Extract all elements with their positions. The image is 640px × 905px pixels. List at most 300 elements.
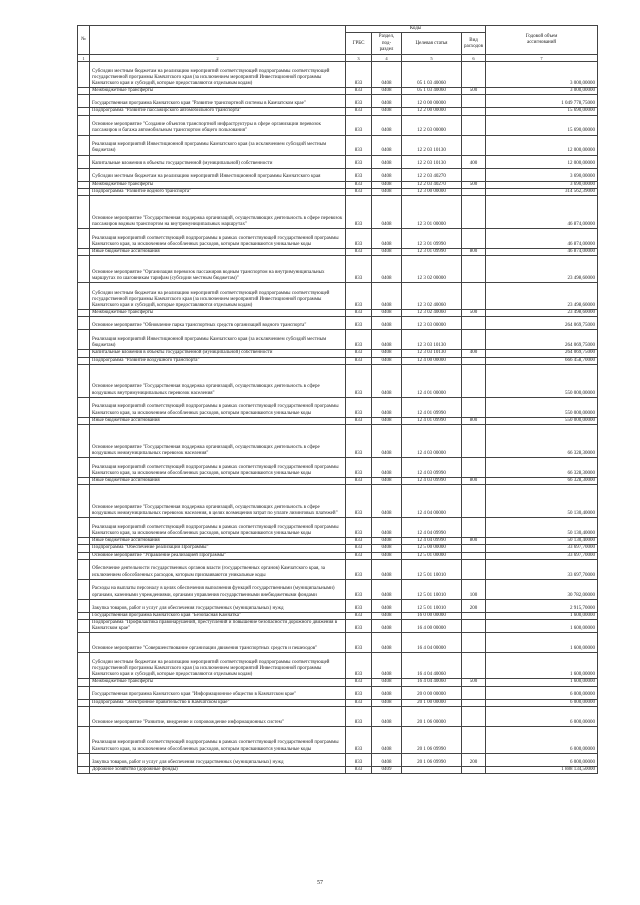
row-sum-cell: 15 690,00000 [486,115,598,135]
table-row [78,188,598,195]
row-grbs-cell: 833 [346,95,372,108]
row-expense-type-cell: 800 [462,478,486,485]
col-num: 4 [372,55,402,62]
row-grbs-cell: 833 [346,310,372,317]
row-section-cell: 0408 [372,545,402,552]
header-name [90,26,346,55]
row-sum-cell: 264 069,75000 [486,350,598,357]
row-grbs-cell: 833 [346,478,372,485]
row-sum-cell: 12 000,00000 [486,135,598,155]
row-name-cell: Подпрограмма "Развитие воздушного транспорта" [90,357,346,364]
row-number-cell [78,485,90,518]
row-section-cell: 0408 [372,458,402,478]
row-grbs-cell: 833 [346,425,372,458]
row-expense-type-cell [462,518,486,538]
row-section-cell: 0408 [372,115,402,135]
row-target-cell: 12 2 00 00000 [402,108,462,115]
row-grbs-cell: 833 [346,62,372,88]
row-section-cell: 0408 [372,612,402,619]
row-target-cell: 12 3 03 10130 [402,350,462,357]
row-grbs-cell: 833 [346,155,372,168]
row-section-cell: 0408 [372,181,402,188]
row-expense-type-cell: 400 [462,155,486,168]
row-target-cell: 20 1 06 09990 [402,753,462,766]
row-sum-cell: 1 600,00000 [486,612,598,619]
row-target-cell: 16 4 04 40060 [402,653,462,679]
row-section-cell: 0408 [372,686,402,699]
row-number-cell [78,538,90,545]
table-row [78,458,598,478]
row-number-cell [78,753,90,766]
row-number-cell [78,364,90,397]
row-number-cell [78,115,90,135]
table-row [78,726,598,753]
row-number-cell [78,633,90,653]
row-sum-cell: 3 000,00000 [486,88,598,95]
row-section-cell: 0408 [372,706,402,726]
row-expense-type-cell [462,168,486,181]
row-section-cell: 0408 [372,699,402,706]
row-grbs-cell: 833 [346,552,372,559]
budget-table-sheet [77,25,597,774]
row-sum-cell: 50 130,40000 [486,485,598,518]
row-grbs-cell: 833 [346,135,372,155]
table-row [78,357,598,364]
row-grbs-cell: 833 [346,283,372,310]
table-row [78,350,598,357]
page-number: 57 [317,880,323,886]
row-sum-cell: 46 874,00000 [486,196,598,229]
row-grbs-cell: 833 [346,181,372,188]
row-target-cell: 20 1 06 00000 [402,706,462,726]
table-row [78,538,598,545]
row-sum-cell: 6 000,00000 [486,706,598,726]
row-sum-cell: 23 498,60000 [486,283,598,310]
table-row [78,95,598,108]
row-expense-type-cell: 500 [462,310,486,317]
row-expense-type-cell [462,135,486,155]
header-expense-type: Вид расходов [462,33,486,55]
row-grbs-cell: 833 [346,686,372,699]
row-sum-cell: 1 600,00000 [486,653,598,679]
row-target-cell: 12 3 01 09990 [402,249,462,256]
row-number-cell [78,229,90,249]
row-number-cell [78,458,90,478]
row-target-cell: 12 4 00 00000 [402,357,462,364]
row-section-cell: 0408 [372,397,402,417]
row-name-cell: Расходы на выплаты персоналу в целях обеспечения выполнения функций государственными (муниципальными) органами, казенными учреждениями, органами управления государственными внебюджетными фондами [90,579,346,599]
table-row [78,108,598,115]
row-target-cell: 12 4 01 00000 [402,364,462,397]
row-target-cell: 12 5 00 00000 [402,545,462,552]
row-target-cell: 12 4 04 00000 [402,485,462,518]
row-grbs-cell: 833 [346,417,372,424]
row-grbs-cell: 833 [346,620,372,633]
row-number-cell [78,310,90,317]
header-number: № [78,26,90,55]
row-sum-cell: 33 697,70000 [486,559,598,579]
row-name-cell: Основное мероприятие "Организация перевозок пассажиров водным транспортом на внутримуниципальных маршрутах по шаговникам тарифам (субсидии местным бюджетам)" [90,256,346,283]
table-row [78,633,598,653]
row-section-cell: 0409 [372,766,402,773]
table-row [78,283,598,310]
row-number-cell [78,256,90,283]
row-section-cell: 0408 [372,620,402,633]
row-grbs-cell: 833 [346,559,372,579]
column-number-row [78,55,598,62]
table-row [78,310,598,317]
row-expense-type-cell [462,115,486,135]
row-section-cell: 0408 [372,317,402,330]
row-number-cell [78,188,90,195]
row-name-cell: Основное мероприятие "Обновление парка транспортных средств организаций водного транспорта" [90,317,346,330]
row-sum-cell: 33 697,70000 [486,552,598,559]
row-grbs-cell: 833 [346,115,372,135]
row-target-cell: 12 3 02 00000 [402,256,462,283]
row-sum-cell: 6 000,00000 [486,753,598,766]
row-section-cell: 0408 [372,518,402,538]
row-grbs-cell: 833 [346,485,372,518]
row-number-cell [78,552,90,559]
row-number-cell [78,679,90,686]
row-target-cell: 12 2 03 10130 [402,155,462,168]
row-section-cell: 0408 [372,552,402,559]
row-grbs-cell: 833 [346,679,372,686]
row-expense-type-cell: 800 [462,417,486,424]
row-name-cell: Реализация мероприятий Инвестиционной программы Камчатского края (за исключением субсидий местным бюджетам) [90,135,346,155]
row-expense-type-cell: 500 [462,181,486,188]
col-num: 2 [90,55,346,62]
row-target-cell: 20 1 06 09990 [402,726,462,753]
row-name-cell: Реализация мероприятий соответствующей подпрограммы в рамках соответствующей государственной программы Камчатского края, за исключением обособленных расходов, которым присваиваются уникальные коды [90,518,346,538]
row-sum-cell: 33 697,70000 [486,545,598,552]
col-num: 3 [346,55,372,62]
row-grbs-cell: 833 [346,317,372,330]
row-name-cell: Межбюджетные трансферты [90,310,346,317]
row-expense-type-cell [462,283,486,310]
table-row [78,425,598,458]
row-section-cell: 0408 [372,256,402,283]
row-target-cell: 12 5 01 10010 [402,599,462,612]
row-target-cell: 16 0 00 00000 [402,612,462,619]
row-expense-type-cell [462,612,486,619]
row-expense-type-cell [462,726,486,753]
row-target-cell: 12 3 03 00000 [402,317,462,330]
row-target-cell: 12 5 01 00000 [402,552,462,559]
row-grbs-cell: 833 [346,753,372,766]
row-sum-cell: 6 000,00000 [486,686,598,699]
row-grbs-cell: 833 [346,599,372,612]
row-grbs-cell: 833 [346,350,372,357]
row-number-cell [78,155,90,168]
row-expense-type-cell [462,458,486,478]
row-target-cell: 12 3 03 10130 [402,330,462,350]
row-expense-type-cell [462,397,486,417]
row-grbs-cell: 833 [346,612,372,619]
table-row [78,706,598,726]
row-sum-cell: 3 000,00000 [486,62,598,88]
row-number-cell [78,417,90,424]
row-number-cell [78,766,90,773]
row-target-cell: 12 4 03 09990 [402,478,462,485]
row-target-cell: 20 0 00 00000 [402,686,462,699]
table-row [78,686,598,699]
row-target-cell: 12 4 04 09990 [402,518,462,538]
row-target-cell: 12 4 03 00000 [402,425,462,458]
row-section-cell: 0408 [372,579,402,599]
row-name-cell: Реализация мероприятий соответствующей подпрограммы в рамках соответствующей государственной программы Камчатского края, за исключением обособленных расходов, которым присваиваются уникальные коды [90,397,346,417]
row-grbs-cell: 833 [346,538,372,545]
row-expense-type-cell [462,229,486,249]
row-section-cell: 0408 [372,108,402,115]
budget-table [77,25,598,774]
row-number-cell [78,478,90,485]
row-expense-type-cell [462,633,486,653]
col-num: 7 [486,55,598,62]
row-sum-cell: 50 130,40000 [486,538,598,545]
row-sum-cell: 550 000,00000 [486,417,598,424]
row-section-cell: 0408 [372,425,402,458]
row-name-cell: Реализация мероприятий Инвестиционной программы Камчатского края (за исключением субсидий местным бюджетам) [90,330,346,350]
row-expense-type-cell [462,256,486,283]
row-name-cell: Капитальные вложения в объекты государственной (муниципальной) собственности [90,350,346,357]
row-name-cell: Межбюджетные трансферты [90,679,346,686]
table-row [78,559,598,579]
row-name-cell: Капитальные вложения в объекты государственной (муниципальной) собственности [90,155,346,168]
row-grbs-cell: 833 [346,545,372,552]
row-number-cell [78,357,90,364]
row-sum-cell: 1 600,00000 [486,620,598,633]
row-sum-cell: 46 874,00000 [486,229,598,249]
row-target-cell: 12 5 01 10010 [402,559,462,579]
row-expense-type-cell [462,545,486,552]
row-section-cell: 0408 [372,249,402,256]
table-row [78,397,598,417]
row-number-cell [78,181,90,188]
row-name-cell: Закупка товаров, работ и услуг для обеспечения государственных (муниципальных) нужд [90,599,346,612]
row-name-cell: Иные бюджетные ассигнования [90,538,346,545]
row-target-cell: 12 4 01 09990 [402,397,462,417]
row-target-cell: 12 3 01 00000 [402,196,462,229]
row-number-cell [78,653,90,679]
row-target-cell: 12 2 03 00000 [402,115,462,135]
row-expense-type-cell [462,364,486,397]
row-sum-cell: 1 888 134,50000 [486,766,598,773]
row-number-cell [78,559,90,579]
row-sum-cell: 66 328,30000 [486,458,598,478]
header-grbs: ГРБС [346,33,372,55]
row-number-cell [78,350,90,357]
row-grbs-cell: 833 [346,579,372,599]
row-grbs-cell: 833 [346,364,372,397]
row-grbs-cell: 833 [346,766,372,773]
row-grbs-cell: 833 [346,726,372,753]
row-number-cell [78,108,90,115]
row-section-cell: 0408 [372,485,402,518]
row-grbs-cell: 833 [346,633,372,653]
row-number-cell [78,397,90,417]
row-sum-cell: 1 600,00000 [486,633,598,653]
table-row [78,753,598,766]
row-number-cell [78,62,90,88]
row-grbs-cell: 833 [346,699,372,706]
table-row [78,88,598,95]
row-expense-type-cell [462,706,486,726]
row-section-cell: 0408 [372,357,402,364]
table-row [78,699,598,706]
row-section-cell: 0408 [372,364,402,397]
row-expense-type-cell [462,317,486,330]
row-target-cell: 12 0 00 00000 [402,95,462,108]
table-row [78,485,598,518]
row-section-cell: 0408 [372,653,402,679]
header-target: Целевая статья [402,33,462,55]
row-sum-cell: 550 000,00000 [486,364,598,397]
row-sum-cell: 666 458,70000 [486,357,598,364]
row-number-cell [78,135,90,155]
table-row [78,620,598,633]
row-sum-cell: 23 498,60000 [486,256,598,283]
row-section-cell: 0408 [372,633,402,653]
row-expense-type-cell [462,620,486,633]
table-row [78,249,598,256]
header-section: Раздел, под- раздел [372,33,402,55]
row-target-cell: 12 5 01 10010 [402,579,462,599]
row-sum-cell: 15 690,00000 [486,108,598,115]
row-expense-type-cell [462,108,486,115]
row-target-cell: 16 4 00 00000 [402,620,462,633]
table-row [78,679,598,686]
row-target-cell: 05 1 03 40060 [402,62,462,88]
row-number-cell [78,612,90,619]
row-name-cell: Основное мероприятие "Совершенствование организации движения транспортных средств и пешеходов" [90,633,346,653]
row-target-cell: 12 4 04 09990 [402,538,462,545]
row-expense-type-cell [462,485,486,518]
row-target-cell [402,766,462,773]
table-row [78,256,598,283]
row-section-cell: 0408 [372,753,402,766]
row-name-cell: Закупка товаров, работ и услуг для обеспечения государственных (муниципальных) нужд [90,753,346,766]
col-num: 1 [78,55,90,62]
row-grbs-cell: 833 [346,518,372,538]
row-section-cell: 0408 [372,188,402,195]
row-grbs-cell: 833 [346,168,372,181]
row-target-cell: 12 2 03 40270 [402,181,462,188]
row-expense-type-cell [462,699,486,706]
row-name-cell: Основное мероприятие "Государственная поддержка организаций, осуществляющих деятельность в сфере воздушных межмуниципальных перевозок населения, в целях возмещения затрат по уплате лизинговых платежей" [90,485,346,518]
row-grbs-cell: 833 [346,108,372,115]
row-name-cell: Государственная программа Камчатского края "Безопасная Камчатка" [90,612,346,619]
row-expense-type-cell: 200 [462,753,486,766]
row-section-cell: 0408 [372,62,402,88]
row-name-cell: Межбюджетные трансферты [90,88,346,95]
row-number-cell [78,726,90,753]
row-name-cell: Реализация мероприятий соответствующей подпрограммы в рамках соответствующей государственной программы Камчатского края, за исключением обособленных расходов, которым присваиваются уникальные коды [90,229,346,249]
row-target-cell: 12 2 03 40270 [402,168,462,181]
row-target-cell: 05 1 03 40060 [402,88,462,95]
row-sum-cell: 12 000,00000 [486,155,598,168]
table-row [78,364,598,397]
row-expense-type-cell: 100 [462,579,486,599]
row-name-cell: Субсидии местным бюджетам на реализацию мероприятий соответствующей подпрограммы соответствующей государственной программы Камчатского края (за исключением мероприятий Инвестиционной программы Камчатского края и субсидий, которые предоставляются отдельным кодам) [90,653,346,679]
table-row [78,168,598,181]
row-name-cell: Основное мероприятие "Государственная поддержка организаций, осуществляющих деятельность в сфере перевозок пассажиров водным транспортом на внутримуниципальных маршрутах" [90,196,346,229]
row-grbs-cell: 833 [346,653,372,679]
row-target-cell: 16 4 04 00000 [402,633,462,653]
row-section-cell: 0408 [372,726,402,753]
table-row [78,579,598,599]
table-row [78,317,598,330]
row-expense-type-cell [462,552,486,559]
col-num: 6 [462,55,486,62]
row-name-cell: Иные бюджетные ассигнования [90,478,346,485]
header-sum: Годовой объем ассигнований [486,26,598,55]
row-name-cell: Субсидии местным бюджетам на реализацию мероприятий соответствующей подпрограммы соответствующей государственной программы Камчатского края (за исключением мероприятий Инвестиционной программы Камчатского края и субсидий, которые предоставляются отдельным кодам) [90,283,346,310]
row-sum-cell: 66 328,30000 [486,478,598,485]
table-row [78,155,598,168]
row-grbs-cell: 833 [346,88,372,95]
row-number-cell [78,599,90,612]
row-section-cell: 0408 [372,538,402,545]
row-name-cell: Подпрограмма "Развитие пассажирского автомобильного транспорта" [90,108,346,115]
row-expense-type-cell [462,188,486,195]
row-section-cell: 0408 [372,350,402,357]
row-expense-type-cell [462,653,486,679]
row-sum-cell: 2 915,70000 [486,599,598,612]
row-section-cell: 0408 [372,417,402,424]
row-number-cell [78,686,90,699]
row-expense-type-cell: 800 [462,538,486,545]
table-row [78,417,598,424]
row-number-cell [78,249,90,256]
table-row [78,62,598,88]
row-expense-type-cell: 500 [462,88,486,95]
row-section-cell: 0408 [372,88,402,95]
row-name-cell: Иные бюджетные ассигнования [90,417,346,424]
row-target-cell: 12 3 02 40060 [402,310,462,317]
row-number-cell [78,518,90,538]
row-sum-cell: 264 069,75000 [486,330,598,350]
row-number-cell [78,95,90,108]
row-name-cell: Реализация мероприятий соответствующей подпрограммы в рамках соответствующей государственной программы Камчатского края, за исключением обособленных расходов, которым присваиваются уникальные коды [90,458,346,478]
row-name-cell: Подпрограмма "Профилактика правонарушений, преступлений и повышение безопасности дорожного движения в Камчатском крае" [90,620,346,633]
col-num: 5 [402,55,462,62]
row-grbs-cell: 833 [346,330,372,350]
row-sum-cell: 1 600,00000 [486,679,598,686]
row-section-cell: 0408 [372,155,402,168]
row-name-cell: Дорожное хозяйство (дорожные фонды) [90,766,346,773]
row-name-cell: Субсидии местным бюджетам на реализацию мероприятий Инвестиционной программы Камчатского края [90,168,346,181]
row-number-cell [78,579,90,599]
row-section-cell: 0408 [372,135,402,155]
header-codes: Коды [346,26,486,33]
row-expense-type-cell [462,95,486,108]
table-row [78,518,598,538]
row-name-cell: Основное мероприятие "Государственная поддержка организаций, осуществляющих деятельность в сфере воздушных межмуниципальных перевозок населения" [90,425,346,458]
row-grbs-cell: 833 [346,706,372,726]
table-row [78,653,598,679]
row-grbs-cell: 833 [346,249,372,256]
row-number-cell [78,317,90,330]
row-name-cell: Реализация мероприятий соответствующей подпрограммы в рамках соответствующей государственной программы Камчатского края, за исключением обособленных расходов, которым присваиваются уникальные коды [90,726,346,753]
row-number-cell [78,699,90,706]
row-expense-type-cell [462,330,486,350]
row-sum-cell: 1 049 778,75000 [486,95,598,108]
row-sum-cell: 6 000,00000 [486,726,598,753]
row-section-cell: 0408 [372,283,402,310]
row-sum-cell: 50 130,40000 [486,518,598,538]
row-sum-cell: 46 874,00000 [486,249,598,256]
